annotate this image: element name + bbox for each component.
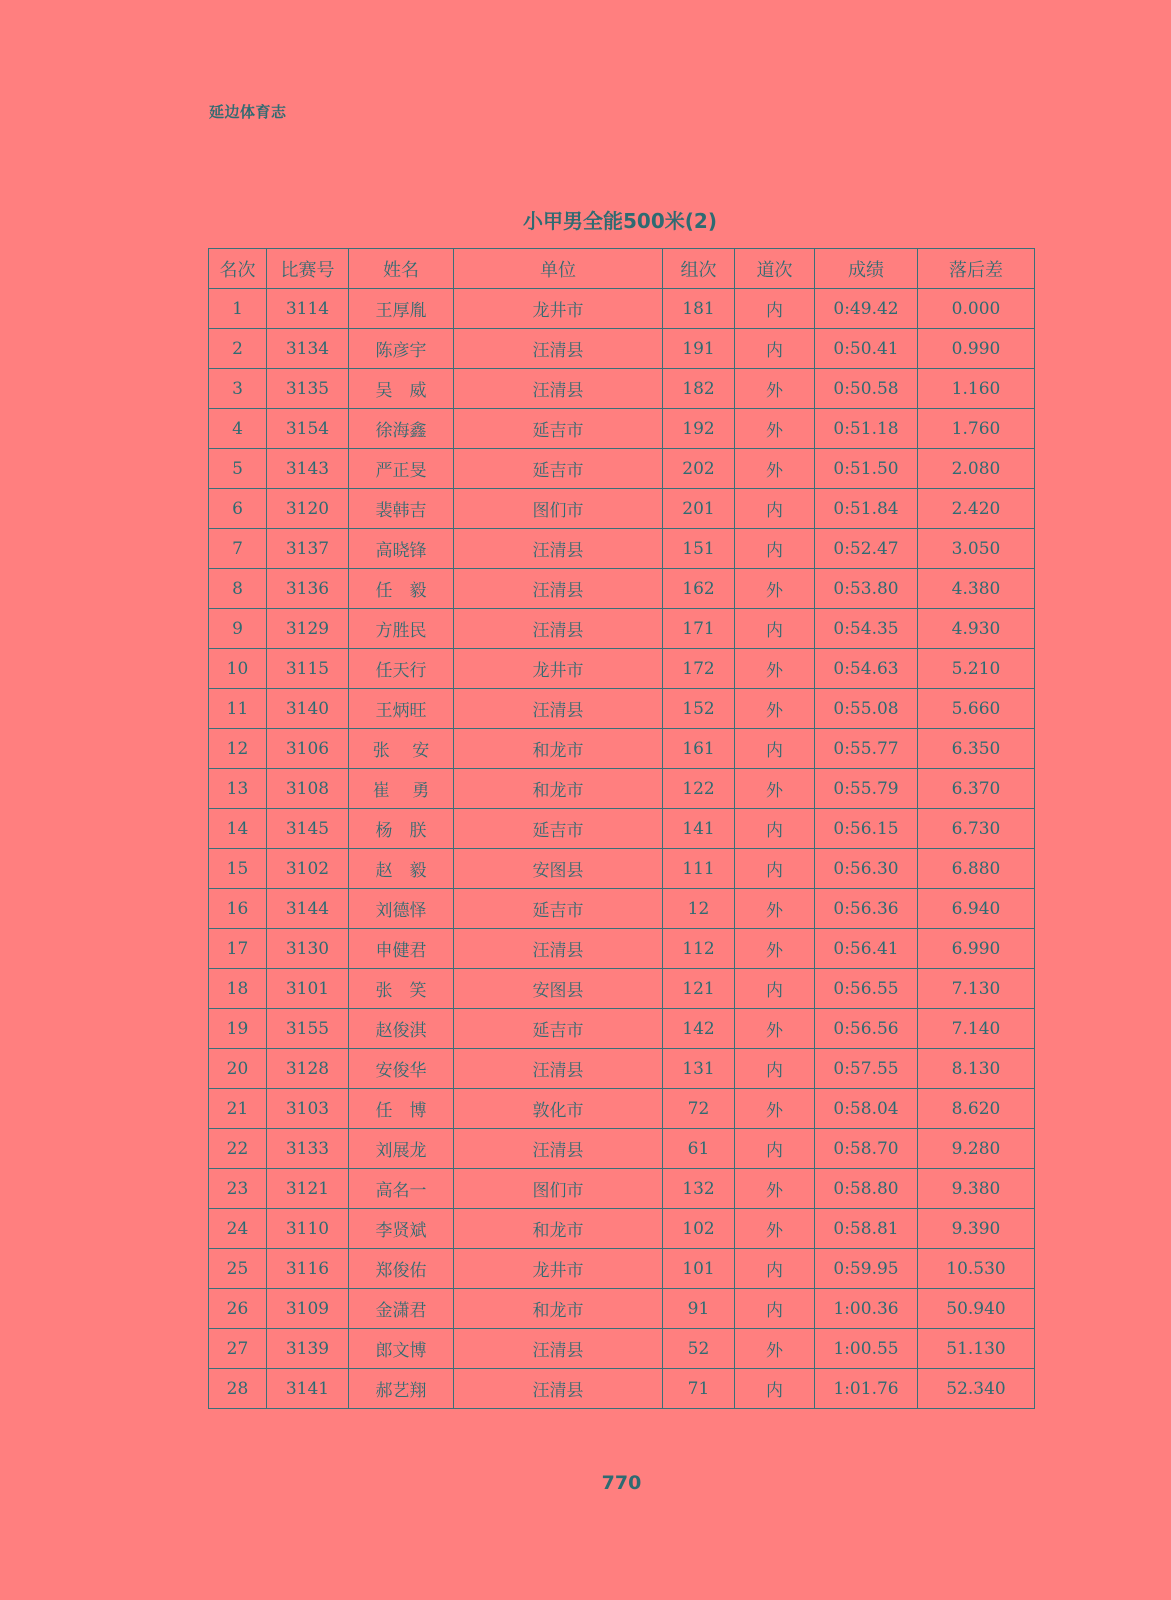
cell-heat: 121 xyxy=(663,969,735,1009)
cell-time: 0:51.84 xyxy=(815,489,918,529)
cell-bib-number: 3114 xyxy=(267,289,349,329)
cell-unit: 汪清县 xyxy=(454,929,663,969)
cell-rank: 25 xyxy=(209,1249,267,1289)
cell-heat: 172 xyxy=(663,649,735,689)
cell-gap: 2.080 xyxy=(918,449,1035,489)
cell-unit: 图们市 xyxy=(454,489,663,529)
table-title: 小甲男全能500米(2) xyxy=(523,209,717,233)
cell-time: 0:59.95 xyxy=(815,1249,918,1289)
cell-gap: 6.880 xyxy=(918,849,1035,889)
page-number: 770 xyxy=(601,1472,642,1494)
cell-name: 陈彦宇 xyxy=(349,329,454,369)
cell-heat: 201 xyxy=(663,489,735,529)
cell-lane: 外 xyxy=(735,1209,815,1249)
cell-bib-number: 3120 xyxy=(267,489,349,529)
cell-heat: 162 xyxy=(663,569,735,609)
cell-name: 徐海鑫 xyxy=(349,409,454,449)
cell-bib-number: 3121 xyxy=(267,1169,349,1209)
cell-heat: 101 xyxy=(663,1249,735,1289)
cell-time: 0:50.58 xyxy=(815,369,918,409)
column-header-unit: 单位 xyxy=(454,249,663,289)
cell-time: 1:01.76 xyxy=(815,1369,918,1409)
cell-time: 0:56.36 xyxy=(815,889,918,929)
cell-heat: 181 xyxy=(663,289,735,329)
cell-name: 赵俊淇 xyxy=(349,1009,454,1049)
cell-unit: 龙井市 xyxy=(454,1249,663,1289)
cell-time: 0:56.41 xyxy=(815,929,918,969)
cell-gap: 8.620 xyxy=(918,1089,1035,1129)
cell-lane: 外 xyxy=(735,649,815,689)
table-row xyxy=(209,689,1035,729)
cell-lane: 内 xyxy=(735,529,815,569)
table-row xyxy=(209,489,1035,529)
header-row xyxy=(209,249,1035,289)
cell-heat: 141 xyxy=(663,809,735,849)
results-table xyxy=(208,248,1035,1409)
cell-lane: 内 xyxy=(735,1369,815,1409)
cell-gap: 4.930 xyxy=(918,609,1035,649)
cell-gap: 5.660 xyxy=(918,689,1035,729)
results-body xyxy=(209,289,1035,1409)
cell-heat: 142 xyxy=(663,1009,735,1049)
cell-rank: 17 xyxy=(209,929,267,969)
cell-unit: 安图县 xyxy=(454,969,663,1009)
cell-unit: 汪清县 xyxy=(454,369,663,409)
cell-time: 0:58.80 xyxy=(815,1169,918,1209)
cell-gap: 4.380 xyxy=(918,569,1035,609)
cell-time: 0:51.50 xyxy=(815,449,918,489)
cell-rank: 10 xyxy=(209,649,267,689)
cell-lane: 内 xyxy=(735,329,815,369)
cell-heat: 182 xyxy=(663,369,735,409)
table-row xyxy=(209,729,1035,769)
cell-gap: 6.990 xyxy=(918,929,1035,969)
cell-time: 0:52.47 xyxy=(815,529,918,569)
column-header-gap: 落后差 xyxy=(918,249,1035,289)
cell-bib-number: 3101 xyxy=(267,969,349,1009)
cell-gap: 50.940 xyxy=(918,1289,1035,1329)
cell-time: 0:56.55 xyxy=(815,969,918,1009)
cell-unit: 汪清县 xyxy=(454,1129,663,1169)
cell-gap: 2.420 xyxy=(918,489,1035,529)
cell-unit: 延吉市 xyxy=(454,449,663,489)
cell-bib-number: 3134 xyxy=(267,329,349,369)
cell-rank: 23 xyxy=(209,1169,267,1209)
cell-rank: 21 xyxy=(209,1089,267,1129)
cell-unit: 延吉市 xyxy=(454,409,663,449)
table-row xyxy=(209,329,1035,369)
cell-bib-number: 3103 xyxy=(267,1089,349,1129)
cell-gap: 9.380 xyxy=(918,1169,1035,1209)
cell-rank: 26 xyxy=(209,1289,267,1329)
cell-bib-number: 3108 xyxy=(267,769,349,809)
cell-name: 金潇君 xyxy=(349,1289,454,1329)
cell-gap: 9.280 xyxy=(918,1129,1035,1169)
table-row xyxy=(209,1089,1035,1129)
cell-gap: 10.530 xyxy=(918,1249,1035,1289)
table-row xyxy=(209,1249,1035,1289)
cell-bib-number: 3128 xyxy=(267,1049,349,1089)
cell-heat: 161 xyxy=(663,729,735,769)
cell-gap: 0.000 xyxy=(918,289,1035,329)
cell-lane: 外 xyxy=(735,889,815,929)
cell-unit: 图们市 xyxy=(454,1169,663,1209)
table-row xyxy=(209,889,1035,929)
cell-time: 1:00.55 xyxy=(815,1329,918,1369)
cell-heat: 52 xyxy=(663,1329,735,1369)
table-row xyxy=(209,929,1035,969)
column-header-bib-number: 比赛号 xyxy=(267,249,349,289)
cell-bib-number: 3139 xyxy=(267,1329,349,1369)
cell-name: 王厚胤 xyxy=(349,289,454,329)
cell-gap: 6.940 xyxy=(918,889,1035,929)
cell-unit: 汪清县 xyxy=(454,1369,663,1409)
cell-bib-number: 3102 xyxy=(267,849,349,889)
column-header-heat: 组次 xyxy=(663,249,735,289)
cell-name: 张 笑 xyxy=(349,969,454,1009)
cell-rank: 5 xyxy=(209,449,267,489)
cell-unit: 汪清县 xyxy=(454,1329,663,1369)
cell-rank: 15 xyxy=(209,849,267,889)
cell-lane: 外 xyxy=(735,689,815,729)
cell-heat: 131 xyxy=(663,1049,735,1089)
cell-rank: 6 xyxy=(209,489,267,529)
cell-name: 吴 威 xyxy=(349,369,454,409)
table-row xyxy=(209,1129,1035,1169)
cell-rank: 1 xyxy=(209,289,267,329)
book-header: 延边体育志 xyxy=(209,103,287,121)
table-row xyxy=(209,1169,1035,1209)
table-row xyxy=(209,1209,1035,1249)
cell-rank: 14 xyxy=(209,809,267,849)
cell-heat: 12 xyxy=(663,889,735,929)
table-row xyxy=(209,609,1035,649)
cell-unit: 汪清县 xyxy=(454,569,663,609)
cell-rank: 11 xyxy=(209,689,267,729)
cell-time: 0:50.41 xyxy=(815,329,918,369)
cell-bib-number: 3144 xyxy=(267,889,349,929)
cell-bib-number: 3140 xyxy=(267,689,349,729)
cell-time: 0:53.80 xyxy=(815,569,918,609)
cell-name: 张 安 xyxy=(349,729,454,769)
cell-name: 赵 毅 xyxy=(349,849,454,889)
cell-rank: 2 xyxy=(209,329,267,369)
cell-name: 李贤斌 xyxy=(349,1209,454,1249)
cell-lane: 外 xyxy=(735,1329,815,1369)
cell-name: 高名一 xyxy=(349,1169,454,1209)
column-header-time: 成绩 xyxy=(815,249,918,289)
cell-bib-number: 3145 xyxy=(267,809,349,849)
cell-lane: 内 xyxy=(735,609,815,649)
cell-heat: 102 xyxy=(663,1209,735,1249)
cell-bib-number: 3129 xyxy=(267,609,349,649)
cell-time: 0:58.70 xyxy=(815,1129,918,1169)
cell-unit: 汪清县 xyxy=(454,1049,663,1089)
cell-time: 0:55.79 xyxy=(815,769,918,809)
table-row xyxy=(209,449,1035,489)
table-row xyxy=(209,289,1035,329)
cell-bib-number: 3110 xyxy=(267,1209,349,1249)
cell-rank: 4 xyxy=(209,409,267,449)
cell-unit: 和龙市 xyxy=(454,729,663,769)
cell-gap: 8.130 xyxy=(918,1049,1035,1089)
table-row xyxy=(209,1009,1035,1049)
table-row xyxy=(209,1289,1035,1329)
table-row xyxy=(209,529,1035,569)
cell-bib-number: 3155 xyxy=(267,1009,349,1049)
cell-bib-number: 3143 xyxy=(267,449,349,489)
cell-heat: 111 xyxy=(663,849,735,889)
cell-time: 1:00.36 xyxy=(815,1289,918,1329)
cell-rank: 19 xyxy=(209,1009,267,1049)
cell-lane: 外 xyxy=(735,369,815,409)
cell-lane: 内 xyxy=(735,809,815,849)
column-header-rank: 名次 xyxy=(209,249,267,289)
cell-heat: 122 xyxy=(663,769,735,809)
cell-unit: 汪清县 xyxy=(454,529,663,569)
cell-lane: 内 xyxy=(735,849,815,889)
cell-unit: 和龙市 xyxy=(454,1289,663,1329)
table-row xyxy=(209,1369,1035,1409)
cell-time: 0:55.08 xyxy=(815,689,918,729)
cell-time: 0:58.04 xyxy=(815,1089,918,1129)
cell-gap: 3.050 xyxy=(918,529,1035,569)
table-row xyxy=(209,809,1035,849)
cell-lane: 内 xyxy=(735,1249,815,1289)
cell-unit: 延吉市 xyxy=(454,889,663,929)
cell-name: 任天行 xyxy=(349,649,454,689)
cell-unit: 和龙市 xyxy=(454,1209,663,1249)
cell-lane: 外 xyxy=(735,1009,815,1049)
table-row xyxy=(209,849,1035,889)
cell-heat: 171 xyxy=(663,609,735,649)
cell-gap: 9.390 xyxy=(918,1209,1035,1249)
cell-rank: 8 xyxy=(209,569,267,609)
cell-rank: 27 xyxy=(209,1329,267,1369)
cell-time: 0:57.55 xyxy=(815,1049,918,1089)
cell-name: 任 博 xyxy=(349,1089,454,1129)
cell-bib-number: 3115 xyxy=(267,649,349,689)
table-row xyxy=(209,769,1035,809)
cell-heat: 191 xyxy=(663,329,735,369)
cell-heat: 71 xyxy=(663,1369,735,1409)
cell-gap: 1.160 xyxy=(918,369,1035,409)
cell-unit: 敦化市 xyxy=(454,1089,663,1129)
cell-rank: 7 xyxy=(209,529,267,569)
cell-rank: 20 xyxy=(209,1049,267,1089)
cell-lane: 外 xyxy=(735,1169,815,1209)
cell-rank: 18 xyxy=(209,969,267,1009)
cell-gap: 6.370 xyxy=(918,769,1035,809)
cell-gap: 52.340 xyxy=(918,1369,1035,1409)
cell-time: 0:56.15 xyxy=(815,809,918,849)
table-row xyxy=(209,1329,1035,1369)
cell-name: 安俊华 xyxy=(349,1049,454,1089)
cell-unit: 和龙市 xyxy=(454,769,663,809)
cell-gap: 51.130 xyxy=(918,1329,1035,1369)
cell-time: 0:49.42 xyxy=(815,289,918,329)
cell-unit: 延吉市 xyxy=(454,1009,663,1049)
cell-time: 0:56.30 xyxy=(815,849,918,889)
cell-gap: 6.350 xyxy=(918,729,1035,769)
cell-name: 申健君 xyxy=(349,929,454,969)
table-row xyxy=(209,369,1035,409)
cell-time: 0:58.81 xyxy=(815,1209,918,1249)
cell-lane: 内 xyxy=(735,489,815,529)
column-header-name: 姓名 xyxy=(349,249,454,289)
cell-unit: 延吉市 xyxy=(454,809,663,849)
cell-time: 0:51.18 xyxy=(815,409,918,449)
cell-gap: 0.990 xyxy=(918,329,1035,369)
cell-rank: 9 xyxy=(209,609,267,649)
cell-lane: 外 xyxy=(735,1089,815,1129)
cell-lane: 内 xyxy=(735,729,815,769)
cell-heat: 151 xyxy=(663,529,735,569)
cell-unit: 汪清县 xyxy=(454,329,663,369)
cell-name: 刘德怿 xyxy=(349,889,454,929)
table-row xyxy=(209,1049,1035,1089)
cell-unit: 龙井市 xyxy=(454,649,663,689)
cell-unit: 龙井市 xyxy=(454,289,663,329)
cell-bib-number: 3154 xyxy=(267,409,349,449)
cell-heat: 192 xyxy=(663,409,735,449)
cell-name: 裴韩吉 xyxy=(349,489,454,529)
cell-bib-number: 3106 xyxy=(267,729,349,769)
cell-name: 郑俊佑 xyxy=(349,1249,454,1289)
cell-lane: 外 xyxy=(735,409,815,449)
cell-heat: 112 xyxy=(663,929,735,969)
cell-lane: 外 xyxy=(735,569,815,609)
cell-unit: 汪清县 xyxy=(454,609,663,649)
cell-bib-number: 3133 xyxy=(267,1129,349,1169)
cell-name: 严正旻 xyxy=(349,449,454,489)
cell-bib-number: 3141 xyxy=(267,1369,349,1409)
cell-lane: 内 xyxy=(735,1049,815,1089)
cell-rank: 13 xyxy=(209,769,267,809)
cell-bib-number: 3137 xyxy=(267,529,349,569)
cell-heat: 202 xyxy=(663,449,735,489)
cell-rank: 28 xyxy=(209,1369,267,1409)
cell-rank: 3 xyxy=(209,369,267,409)
cell-gap: 6.730 xyxy=(918,809,1035,849)
cell-time: 0:54.63 xyxy=(815,649,918,689)
cell-rank: 16 xyxy=(209,889,267,929)
cell-rank: 24 xyxy=(209,1209,267,1249)
cell-name: 杨 朕 xyxy=(349,809,454,849)
cell-name: 郝艺翔 xyxy=(349,1369,454,1409)
cell-heat: 72 xyxy=(663,1089,735,1129)
cell-unit: 汪清县 xyxy=(454,689,663,729)
cell-lane: 内 xyxy=(735,289,815,329)
cell-rank: 22 xyxy=(209,1129,267,1169)
cell-heat: 152 xyxy=(663,689,735,729)
cell-time: 0:55.77 xyxy=(815,729,918,769)
cell-bib-number: 3116 xyxy=(267,1249,349,1289)
table-row xyxy=(209,409,1035,449)
cell-heat: 132 xyxy=(663,1169,735,1209)
cell-lane: 内 xyxy=(735,1129,815,1169)
cell-heat: 61 xyxy=(663,1129,735,1169)
cell-name: 高晓锋 xyxy=(349,529,454,569)
cell-time: 0:54.35 xyxy=(815,609,918,649)
cell-lane: 外 xyxy=(735,769,815,809)
cell-bib-number: 3136 xyxy=(267,569,349,609)
cell-name: 郎文博 xyxy=(349,1329,454,1369)
cell-gap: 1.760 xyxy=(918,409,1035,449)
cell-unit: 安图县 xyxy=(454,849,663,889)
cell-bib-number: 3109 xyxy=(267,1289,349,1329)
cell-gap: 7.130 xyxy=(918,969,1035,1009)
cell-name: 崔 勇 xyxy=(349,769,454,809)
cell-name: 王炳旺 xyxy=(349,689,454,729)
cell-name: 任 毅 xyxy=(349,569,454,609)
cell-name: 方胜民 xyxy=(349,609,454,649)
column-header-lane: 道次 xyxy=(735,249,815,289)
table-row xyxy=(209,969,1035,1009)
cell-lane: 内 xyxy=(735,969,815,1009)
cell-lane: 内 xyxy=(735,1289,815,1329)
cell-gap: 7.140 xyxy=(918,1009,1035,1049)
cell-lane: 外 xyxy=(735,929,815,969)
cell-lane: 外 xyxy=(735,449,815,489)
cell-bib-number: 3135 xyxy=(267,369,349,409)
cell-time: 0:56.56 xyxy=(815,1009,918,1049)
table-row xyxy=(209,649,1035,689)
table-row xyxy=(209,569,1035,609)
cell-name: 刘展龙 xyxy=(349,1129,454,1169)
cell-rank: 12 xyxy=(209,729,267,769)
cell-gap: 5.210 xyxy=(918,649,1035,689)
cell-heat: 91 xyxy=(663,1289,735,1329)
cell-bib-number: 3130 xyxy=(267,929,349,969)
